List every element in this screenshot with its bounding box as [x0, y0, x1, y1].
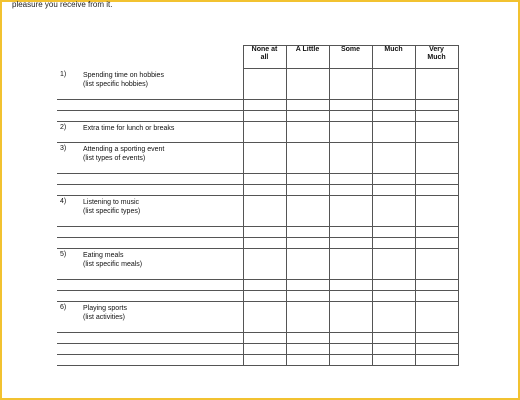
item-number: 6): [60, 304, 67, 311]
rating-cell[interactable]: [329, 196, 372, 227]
write-in-line[interactable]: [57, 100, 243, 111]
rating-cell[interactable]: [243, 69, 286, 100]
write-in-row: [57, 100, 458, 111]
rating-cell[interactable]: [329, 122, 372, 143]
rating-cell[interactable]: [415, 238, 458, 249]
option-header-much: Much: [372, 46, 415, 69]
rating-cell[interactable]: [329, 238, 372, 249]
rating-cell[interactable]: [372, 249, 415, 280]
item-column-header: [57, 46, 243, 69]
item-number: 5): [60, 251, 67, 258]
item-cell: [57, 122, 243, 143]
item-number: 2): [60, 124, 67, 131]
rating-cell[interactable]: [372, 302, 415, 333]
write-in-line[interactable]: [57, 344, 243, 355]
rating-cell[interactable]: [286, 100, 329, 111]
write-in-line[interactable]: [57, 355, 243, 366]
item-cell: [57, 69, 243, 100]
rating-cell[interactable]: [329, 69, 372, 100]
rating-cell[interactable]: [243, 333, 286, 344]
rating-cell[interactable]: [243, 249, 286, 280]
rating-cell[interactable]: [243, 280, 286, 291]
rating-cell[interactable]: [286, 302, 329, 333]
rating-cell[interactable]: [415, 185, 458, 196]
rating-cell[interactable]: [329, 344, 372, 355]
write-in-row: [57, 227, 458, 238]
rating-cell[interactable]: [286, 355, 329, 366]
rating-cell[interactable]: [243, 291, 286, 302]
rating-cell[interactable]: [243, 143, 286, 174]
rating-cell[interactable]: [329, 280, 372, 291]
item-label: Extra time for lunch or breaks: [83, 125, 175, 132]
rating-cell[interactable]: [415, 122, 458, 143]
rating-cell[interactable]: [415, 355, 458, 366]
write-in-line[interactable]: [57, 185, 243, 196]
rating-cell[interactable]: [286, 174, 329, 185]
rating-cell[interactable]: [372, 291, 415, 302]
write-in-row: [57, 185, 458, 196]
table-row: [57, 249, 458, 280]
table-row: [57, 196, 458, 227]
rating-cell[interactable]: [329, 355, 372, 366]
write-in-row: [57, 291, 458, 302]
rating-cell[interactable]: [372, 185, 415, 196]
rating-cell[interactable]: [415, 280, 458, 291]
item-cell: [57, 249, 243, 280]
write-in-row: [57, 174, 458, 185]
write-in-line[interactable]: [57, 280, 243, 291]
rating-cell[interactable]: [243, 111, 286, 122]
item-number: 1): [60, 70, 67, 78]
item-number: 3): [60, 145, 67, 152]
rating-cell[interactable]: [329, 185, 372, 196]
item-label: Attending a sporting event (list types of events): [83, 146, 165, 162]
rating-cell[interactable]: [415, 111, 458, 122]
rating-cell[interactable]: [243, 344, 286, 355]
rating-cell[interactable]: [243, 174, 286, 185]
rating-cell[interactable]: [372, 238, 415, 249]
rating-cell[interactable]: [329, 143, 372, 174]
rating-cell[interactable]: [286, 111, 329, 122]
rating-cell[interactable]: [329, 174, 372, 185]
rating-cell[interactable]: [372, 280, 415, 291]
rating-table: [57, 45, 459, 366]
rating-cell[interactable]: [243, 355, 286, 366]
rating-cell[interactable]: [372, 174, 415, 185]
option-header-a-little: A Little: [286, 46, 329, 69]
write-in-line[interactable]: [57, 333, 243, 344]
rating-cell[interactable]: [329, 302, 372, 333]
rating-cell[interactable]: [243, 122, 286, 143]
rating-cell[interactable]: [243, 238, 286, 249]
rating-cell[interactable]: [372, 122, 415, 143]
rating-cell[interactable]: [286, 280, 329, 291]
write-in-line[interactable]: [57, 291, 243, 302]
write-in-line[interactable]: [57, 111, 243, 122]
rating-cell[interactable]: [415, 143, 458, 174]
write-in-row: [57, 238, 458, 249]
rating-cell[interactable]: [415, 69, 458, 100]
rating-cell[interactable]: [372, 100, 415, 111]
item-cell: [57, 196, 243, 227]
rating-cell[interactable]: [372, 227, 415, 238]
write-in-row: [57, 280, 458, 291]
rating-cell[interactable]: [243, 302, 286, 333]
rating-cell[interactable]: [286, 333, 329, 344]
rating-cell[interactable]: [415, 227, 458, 238]
rating-cell[interactable]: [286, 185, 329, 196]
table-row: [57, 143, 458, 174]
write-in-row: [57, 333, 458, 344]
option-header-very-much: Very Much: [415, 46, 458, 69]
rating-cell[interactable]: [329, 333, 372, 344]
rating-cell[interactable]: [372, 196, 415, 227]
rating-cell[interactable]: [415, 291, 458, 302]
rating-cell[interactable]: [286, 227, 329, 238]
rating-cell[interactable]: [415, 344, 458, 355]
write-in-row: [57, 355, 458, 366]
item-label: Eating meals (list specific meals): [83, 252, 143, 268]
item-cell: [57, 143, 243, 174]
rating-cell[interactable]: [329, 111, 372, 122]
rating-cell[interactable]: [415, 249, 458, 280]
frame-border-left: [0, 0, 2, 400]
table-row: [57, 69, 458, 100]
rating-cell[interactable]: [372, 143, 415, 174]
rating-cell[interactable]: [286, 238, 329, 249]
rating-cell[interactable]: [243, 100, 286, 111]
write-in-row: [57, 111, 458, 122]
write-in-line[interactable]: [57, 227, 243, 238]
rating-cell[interactable]: [372, 344, 415, 355]
item-label: Playing sports (list activities): [83, 305, 127, 321]
rating-cell[interactable]: [415, 196, 458, 227]
write-in-line[interactable]: [57, 238, 243, 249]
rating-cell[interactable]: [286, 344, 329, 355]
rating-cell[interactable]: [372, 111, 415, 122]
rating-cell[interactable]: [415, 100, 458, 111]
rating-cell[interactable]: [415, 302, 458, 333]
rating-cell[interactable]: [286, 143, 329, 174]
option-header-none: None at all: [243, 46, 286, 69]
rating-cell[interactable]: [243, 196, 286, 227]
rating-cell[interactable]: [372, 355, 415, 366]
rating-cell[interactable]: [329, 249, 372, 280]
rating-cell[interactable]: [286, 249, 329, 280]
item-number: 4): [60, 198, 67, 205]
write-in-row: [57, 344, 458, 355]
rating-cell[interactable]: [372, 69, 415, 100]
rating-cell[interactable]: [329, 100, 372, 111]
item-label: Spending time on hobbies (list specific hobbies): [83, 71, 164, 88]
intro-text: pleasure you receive from it.: [12, 0, 113, 9]
item-cell: [57, 302, 243, 333]
write-in-line[interactable]: [57, 174, 243, 185]
rating-cell[interactable]: [415, 333, 458, 344]
table-row: [57, 122, 458, 143]
rating-cell[interactable]: [286, 122, 329, 143]
rating-cell[interactable]: [286, 69, 329, 100]
item-label: Listening to music (list specific types): [83, 199, 141, 215]
rating-cell[interactable]: [243, 227, 286, 238]
rating-cell[interactable]: [329, 227, 372, 238]
header-row: [57, 46, 458, 69]
option-header-some: Some: [329, 46, 372, 69]
rating-cell[interactable]: [286, 291, 329, 302]
rating-cell[interactable]: [372, 333, 415, 344]
rating-cell[interactable]: [286, 196, 329, 227]
table-row: [57, 302, 458, 333]
rating-cell[interactable]: [329, 291, 372, 302]
rating-cell[interactable]: [415, 174, 458, 185]
rating-cell[interactable]: [243, 185, 286, 196]
